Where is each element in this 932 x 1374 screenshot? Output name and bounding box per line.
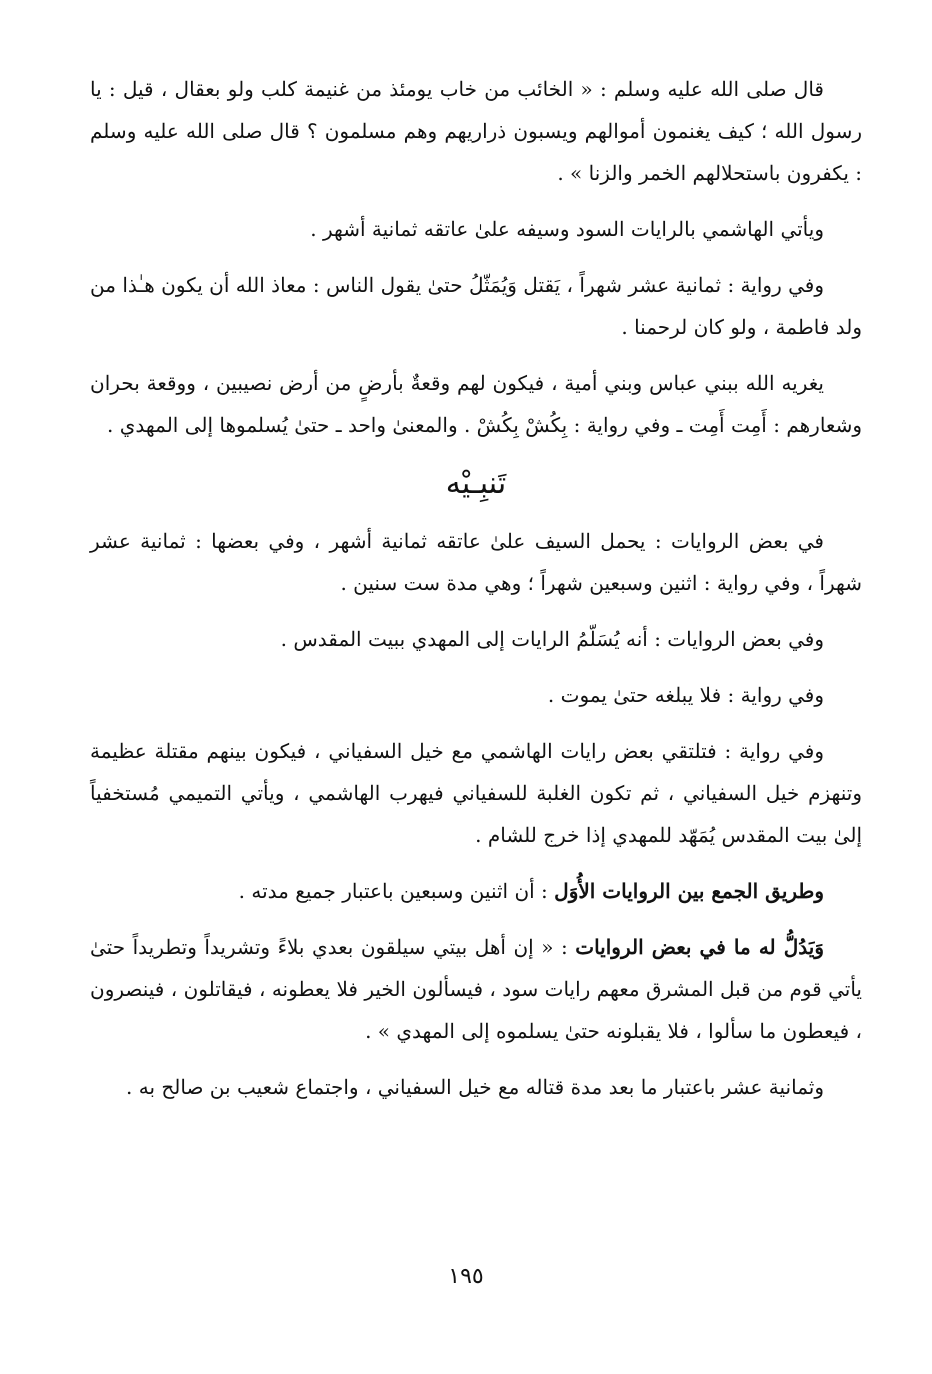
section-heading: تَنبِـيْه: [445, 466, 507, 501]
reconciliation-text: : أن اثنين وسبعين باعتبار جميع مدته .: [238, 879, 555, 903]
paragraph-jerusalem: وفي بعض الروايات : أنه يُسَلّمُ الرايات إلى المهدي ببيت المقدس .: [280, 627, 824, 651]
paragraph-eighteen-months: وفي رواية : ثمانية عشر شهراً ، يَقتل وَيُمَثّلُ حتىٰ يقول الناس : معاذ الله أن يكون هـٰذا من ولد فاطمة ، ولو كان لرحمنا .: [90, 273, 862, 339]
paragraph-evidence: [90, 926, 862, 1052]
paragraph-dies-before: وفي رواية : فلا يبلغه حتىٰ يموت .: [547, 683, 824, 707]
page-number: ١٩٥: [448, 1264, 484, 1289]
paragraph-sword-duration: في بعض الروايات : يحمل السيف علىٰ عاتقه ثمانية أشهر ، وفي بعضها : ثمانية عشر شهراً ، وفي رواية : اثنين وسبعين شهراً ؛ وهي مدة ست سنين .: [90, 529, 862, 595]
paragraph-hadith: قال صلى الله عليه وسلم : « الخائب من خاب يومئذ من غنيمة كلب ولو بعقال ، قيل : يا رسول الله ؛ كيف يغنمون أموالهم ويسبون ذراريهم وهم مسلمون ؟ قال صلى الله عليه وسلم : يكفرون باستحلالهم الخمر والزنا » .: [90, 77, 862, 185]
reconciliation-bold: وطريق الجمع بين الروايات الأُوَل: [554, 879, 824, 903]
evidence-bold: وَيَدُلُّ له ما في بعض الروايات: [575, 935, 824, 959]
page-body: [90, 68, 862, 1122]
paragraph-reconciliation: [90, 870, 862, 912]
paragraph-bani-abbas: يغريه الله ببني عباس وبني أمية ، فيكون لهم وقعةٌ بأرضٍ من أرض نصيبين ، ووقعة بحران وشعارهم : أَمِت أَمِت ـ وفي رواية : بِكُشْ بِكُشْ . والمعنىٰ واحد ـ حتىٰ يُسلموها إلى المهدي .: [90, 371, 862, 437]
paragraph-final: وثمانية عشر باعتبار ما بعد مدة قتاله مع خيل السفياني ، واجتماع شعيب بن صالح به .: [126, 1075, 824, 1099]
paragraph-hashimi-banners: ويأتي الهاشمي بالرايات السود وسيفه علىٰ عاتقه ثمانية أشهر .: [310, 217, 824, 241]
evidence-text: : « إن أهل بيتي سيلقون بعدي بلاءً وتشريداً وتطريداً حتىٰ يأتي قوم من قبل المشرق معهم رايات سود ، فيسألون الخير فلا يعطونه ، فيقاتلون ، فينصرون ، فيعطون ما سألوا ، فلا يقبلونه حتىٰ يسلموه إلى المهدي » .: [90, 935, 862, 1043]
paragraph-sufyani-battle: وفي رواية : فتلتقي بعض رايات الهاشمي مع خيل السفياني ، فيكون بينهم مقتلة عظيمة وتنهزم خيل السفياني ، ثم تكون الغلبة للسفياني فيهرب الهاشمي ، ويأتي التميمي مُستخفياً إلىٰ بيت المقدس يُمَهّد للمهدي إذا خرج للشام .: [90, 739, 862, 847]
